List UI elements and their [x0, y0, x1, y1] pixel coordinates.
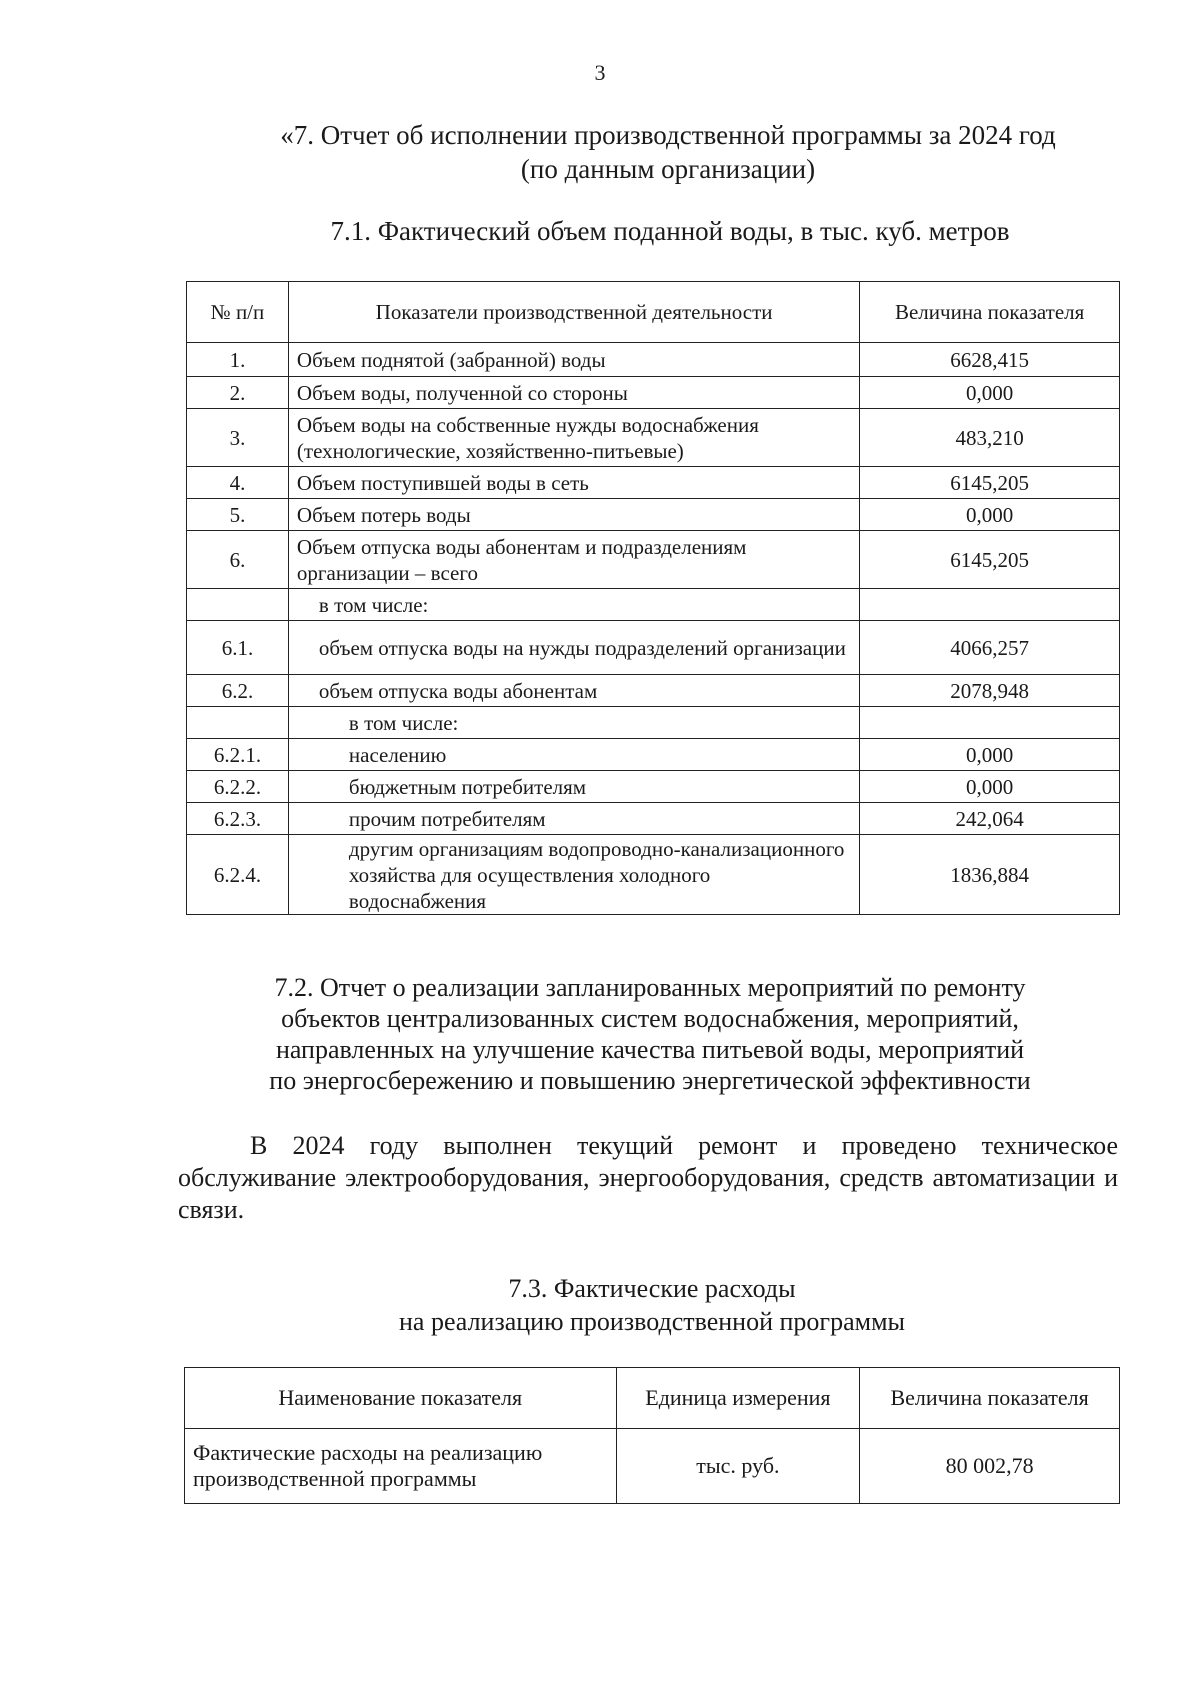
table-header-row [187, 282, 1120, 343]
row-indicator: объем отпуска воды на нужды подразделений организации [288, 621, 859, 675]
section-7-2-paragraph-text: В 2024 году выполнен текущий ремонт и проведено техническое обслуживание электрооборудования, энергооборудования, средств автоматизации и связи. [178, 1131, 1118, 1224]
row-value: 6628,415 [860, 343, 1120, 377]
table-row [187, 531, 1120, 589]
row-number: 1. [187, 343, 289, 377]
row-indicator: другим организациям водопроводно-канализационного хозяйства для осуществления холодного водоснабжения [288, 835, 859, 915]
row-number: 5. [187, 499, 289, 531]
row-indicator: Объем воды, полученной со стороны [288, 377, 859, 409]
table-row [185, 1429, 1120, 1504]
section-7-2-title-line4: по энергосбережению и повышению энергетической эффективности [269, 1066, 1031, 1095]
row-number: 6.2.1. [187, 739, 289, 771]
header-name: Показатели производственной деятельности [288, 282, 859, 343]
header-indicator-name: Наименование показателя [185, 1368, 617, 1429]
row-number: 2. [187, 377, 289, 409]
row-value: 0,000 [860, 739, 1120, 771]
row-indicator: прочим потребителям [288, 803, 859, 835]
section-7-2-paragraph [178, 1130, 1118, 1226]
header-unit: Единица измерения [616, 1368, 860, 1429]
row-indicator: Объем потерь воды [288, 499, 859, 531]
row-indicator: бюджетным потребителям [288, 771, 859, 803]
row-indicator: объем отпуска воды абонентам [288, 675, 859, 707]
row-number: 6.2.2. [187, 771, 289, 803]
table-row [187, 589, 1120, 621]
table-row [187, 377, 1120, 409]
row-number: 6.2.3. [187, 803, 289, 835]
row-indicator: Объем воды на собственные нужды водоснабжения (технологические, хозяйственно-питьевые) [288, 409, 859, 467]
table-row [187, 409, 1120, 467]
section-7-2-title-line3: направленных на улучшение качества питьевой воды, мероприятий [275, 1035, 1025, 1064]
row-value: 6145,205 [860, 531, 1120, 589]
row-indicator: населению [288, 739, 859, 771]
table-row [187, 343, 1120, 377]
row-indicator: Объем поступившей воды в сеть [288, 467, 859, 499]
header-value: Величина показателя [860, 282, 1120, 343]
page-number: 3 [594, 60, 606, 85]
section-7-2-title-line1: 7.2. Отчет о реализации запланированных мероприятий по ремонту [274, 973, 1026, 1002]
table-header-row [185, 1368, 1120, 1429]
row-indicator: Объем отпуска воды абонентам и подразделениям организации – всего [288, 531, 859, 589]
section-7-3-title-line2: на реализацию производственной программы [398, 1307, 905, 1336]
row-indicator: Объем поднятой (забранной) воды [288, 343, 859, 377]
indicator-value: 80 002,78 [860, 1429, 1120, 1504]
row-number: 4. [187, 467, 289, 499]
row-value: 6145,205 [860, 467, 1120, 499]
section-7-3-title-line1: 7.3. Фактические расходы [508, 1274, 796, 1303]
section-7-1-title: 7.1. Фактический объем поданной воды, в тыс. куб. метров [330, 216, 1010, 246]
section-7-3-title [52, 1272, 1200, 1338]
water-volume-table [186, 281, 1120, 915]
table-row [187, 707, 1120, 739]
table-row [187, 803, 1120, 835]
row-number: 6.2.4. [187, 835, 289, 915]
row-value: 242,064 [860, 803, 1120, 835]
indicator-name: Фактические расходы на реализацию производственной программы [185, 1429, 617, 1504]
row-value: 4066,257 [860, 621, 1120, 675]
table-row [187, 835, 1120, 915]
row-number [187, 707, 289, 739]
row-value: 0,000 [860, 771, 1120, 803]
table-row [187, 739, 1120, 771]
expenses-table [184, 1367, 1120, 1504]
section-7-title-line1: «7. Отчет об исполнении производственной программы за 2024 год [280, 120, 1056, 150]
row-value: 0,000 [860, 499, 1120, 531]
row-value: 2078,948 [860, 675, 1120, 707]
header-value: Величина показателя [860, 1368, 1120, 1429]
table-row [187, 621, 1120, 675]
row-value [860, 589, 1120, 621]
section-7-2-title-line2: объектов централизованных систем водоснабжения, мероприятий, [281, 1004, 1019, 1033]
row-number: 6.1. [187, 621, 289, 675]
section-7-title [68, 118, 1200, 186]
row-value [860, 707, 1120, 739]
row-number: 6.2. [187, 675, 289, 707]
row-value: 0,000 [860, 377, 1120, 409]
table-row [187, 499, 1120, 531]
indicator-unit: тыс. руб. [616, 1429, 860, 1504]
section-7-2-title [50, 972, 1200, 1096]
row-number: 3. [187, 409, 289, 467]
row-value: 483,210 [860, 409, 1120, 467]
section-7-title-line2: (по данным организации) [520, 154, 816, 184]
row-number: 6. [187, 531, 289, 589]
row-value: 1836,884 [860, 835, 1120, 915]
table-row [187, 675, 1120, 707]
table-row [187, 771, 1120, 803]
row-indicator: в том числе: [288, 707, 859, 739]
header-num: № п/п [187, 282, 289, 343]
table-row [187, 467, 1120, 499]
row-number [187, 589, 289, 621]
row-indicator: в том числе: [288, 589, 859, 621]
